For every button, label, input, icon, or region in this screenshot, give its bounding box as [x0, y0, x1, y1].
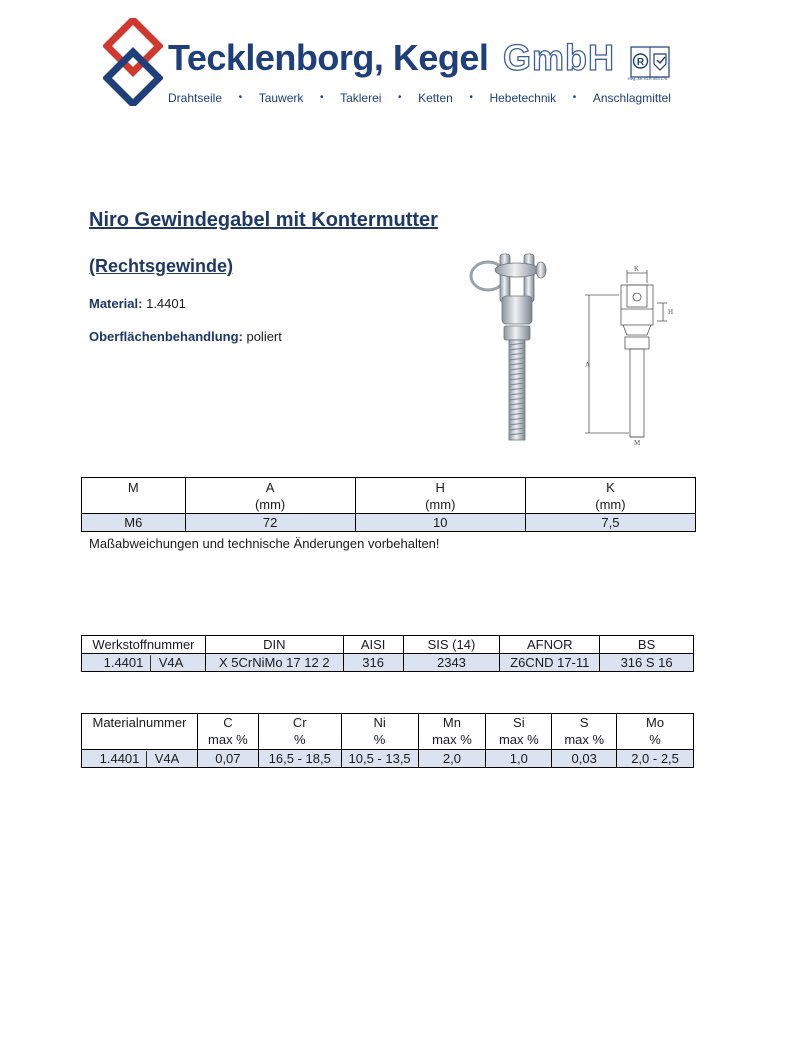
table-header-cell: Si max %	[486, 714, 552, 750]
page-title: Niro Gewindegabel mit Kontermutter	[89, 209, 438, 231]
surface-value: poliert	[246, 329, 282, 344]
cert-letter: R	[636, 57, 645, 68]
material-label: Material:	[89, 296, 143, 311]
service-item: Ketten	[418, 91, 453, 105]
dimensions-table	[81, 477, 696, 532]
disclaimer-note: Maßabweichungen und technische Änderungen vorbehalten!	[89, 536, 440, 551]
service-item: Tauwerk	[258, 91, 304, 105]
product-photo-icon	[462, 250, 562, 445]
table-header-cell: A (mm)	[185, 478, 355, 514]
certification-text: Reg.-Nr. KLR 003 176	[628, 76, 668, 81]
certification-seal-icon	[630, 46, 670, 78]
table-cell: 316 S 16	[600, 654, 694, 672]
service-item: Hebetechnik	[489, 91, 557, 105]
table-cell: 316	[343, 654, 403, 672]
company-suffix: GmbH	[503, 37, 615, 78]
services-list	[168, 90, 671, 106]
table-cell: Z6CND 17-11	[500, 654, 600, 672]
table-row	[82, 654, 694, 672]
company-logo-icon	[103, 18, 163, 106]
table-header-cell: AISI	[343, 636, 403, 654]
surface-label: Oberflächenbehandlung:	[89, 329, 243, 344]
table-cell: M6	[82, 514, 186, 532]
bullet-separator: •	[398, 92, 402, 103]
table-header-cell: S max %	[552, 714, 617, 750]
table-header-cell: K (mm)	[525, 478, 695, 514]
table-header-cell: BS	[600, 636, 694, 654]
table-header-cell: C max %	[197, 714, 258, 750]
table-header-cell: SIS (14)	[403, 636, 500, 654]
table-cell: X 5CrNiMo 17 12 2	[205, 654, 343, 672]
table-header-cell: AFNOR	[500, 636, 600, 654]
table-cell: 0,03	[552, 750, 617, 768]
company-name: Tecklenborg, Kegel	[168, 37, 489, 78]
table-header-cell: H (mm)	[355, 478, 525, 514]
table-header-cell: M	[82, 478, 186, 514]
table-header-row	[82, 478, 696, 514]
table-header-cell: Mo %	[617, 714, 694, 750]
bullet-separator: •	[572, 92, 577, 103]
table-cell: 16,5 - 18,5	[258, 750, 341, 768]
service-item: Taklerei	[340, 91, 382, 105]
table-cell: 1.4401 │ V4A	[82, 654, 206, 672]
drawing-label-h: H	[668, 308, 674, 316]
table-cell: 7,5	[525, 514, 695, 532]
material-property	[89, 295, 186, 313]
table-cell: 72	[185, 514, 355, 532]
bullet-separator: •	[319, 92, 324, 103]
material-designation-table	[81, 635, 694, 672]
table-cell: 0,07	[197, 750, 258, 768]
table-row	[82, 750, 694, 768]
drawing-label-a: A	[585, 361, 591, 369]
table-cell: 1.4401 │ V4A	[82, 750, 198, 768]
material-value: 1.4401	[146, 296, 186, 311]
table-header-cell: Materialnummer	[82, 714, 198, 750]
table-cell: 1,0	[486, 750, 552, 768]
service-item: Drahtseile	[168, 91, 223, 105]
table-cell: 2343	[403, 654, 500, 672]
table-row	[82, 514, 696, 532]
drawing-label-k: K	[634, 265, 640, 273]
chemical-composition-table	[81, 713, 694, 768]
bullet-separator: •	[469, 92, 473, 103]
table-header-cell: Werkstoffnummer	[82, 636, 206, 654]
table-header-cell: Mn max %	[418, 714, 486, 750]
service-item: Anschlagmittel	[592, 91, 671, 105]
table-cell: 2,0	[418, 750, 486, 768]
table-cell: 10,5 - 13,5	[341, 750, 418, 768]
page-subtitle: (Rechtsgewinde)	[89, 256, 234, 276]
table-header-cell: DIN	[205, 636, 343, 654]
table-header-cell: Ni %	[341, 714, 418, 750]
table-header-cell: Cr %	[258, 714, 341, 750]
table-header-row	[82, 714, 694, 750]
surface-property	[89, 328, 282, 346]
technical-drawing-icon	[575, 265, 685, 445]
table-cell: 10	[355, 514, 525, 532]
bullet-separator: •	[238, 92, 243, 103]
table-header-row	[82, 636, 694, 654]
drawing-label-m: M	[634, 439, 641, 445]
table-cell: 2,0 - 2,5	[617, 750, 694, 768]
